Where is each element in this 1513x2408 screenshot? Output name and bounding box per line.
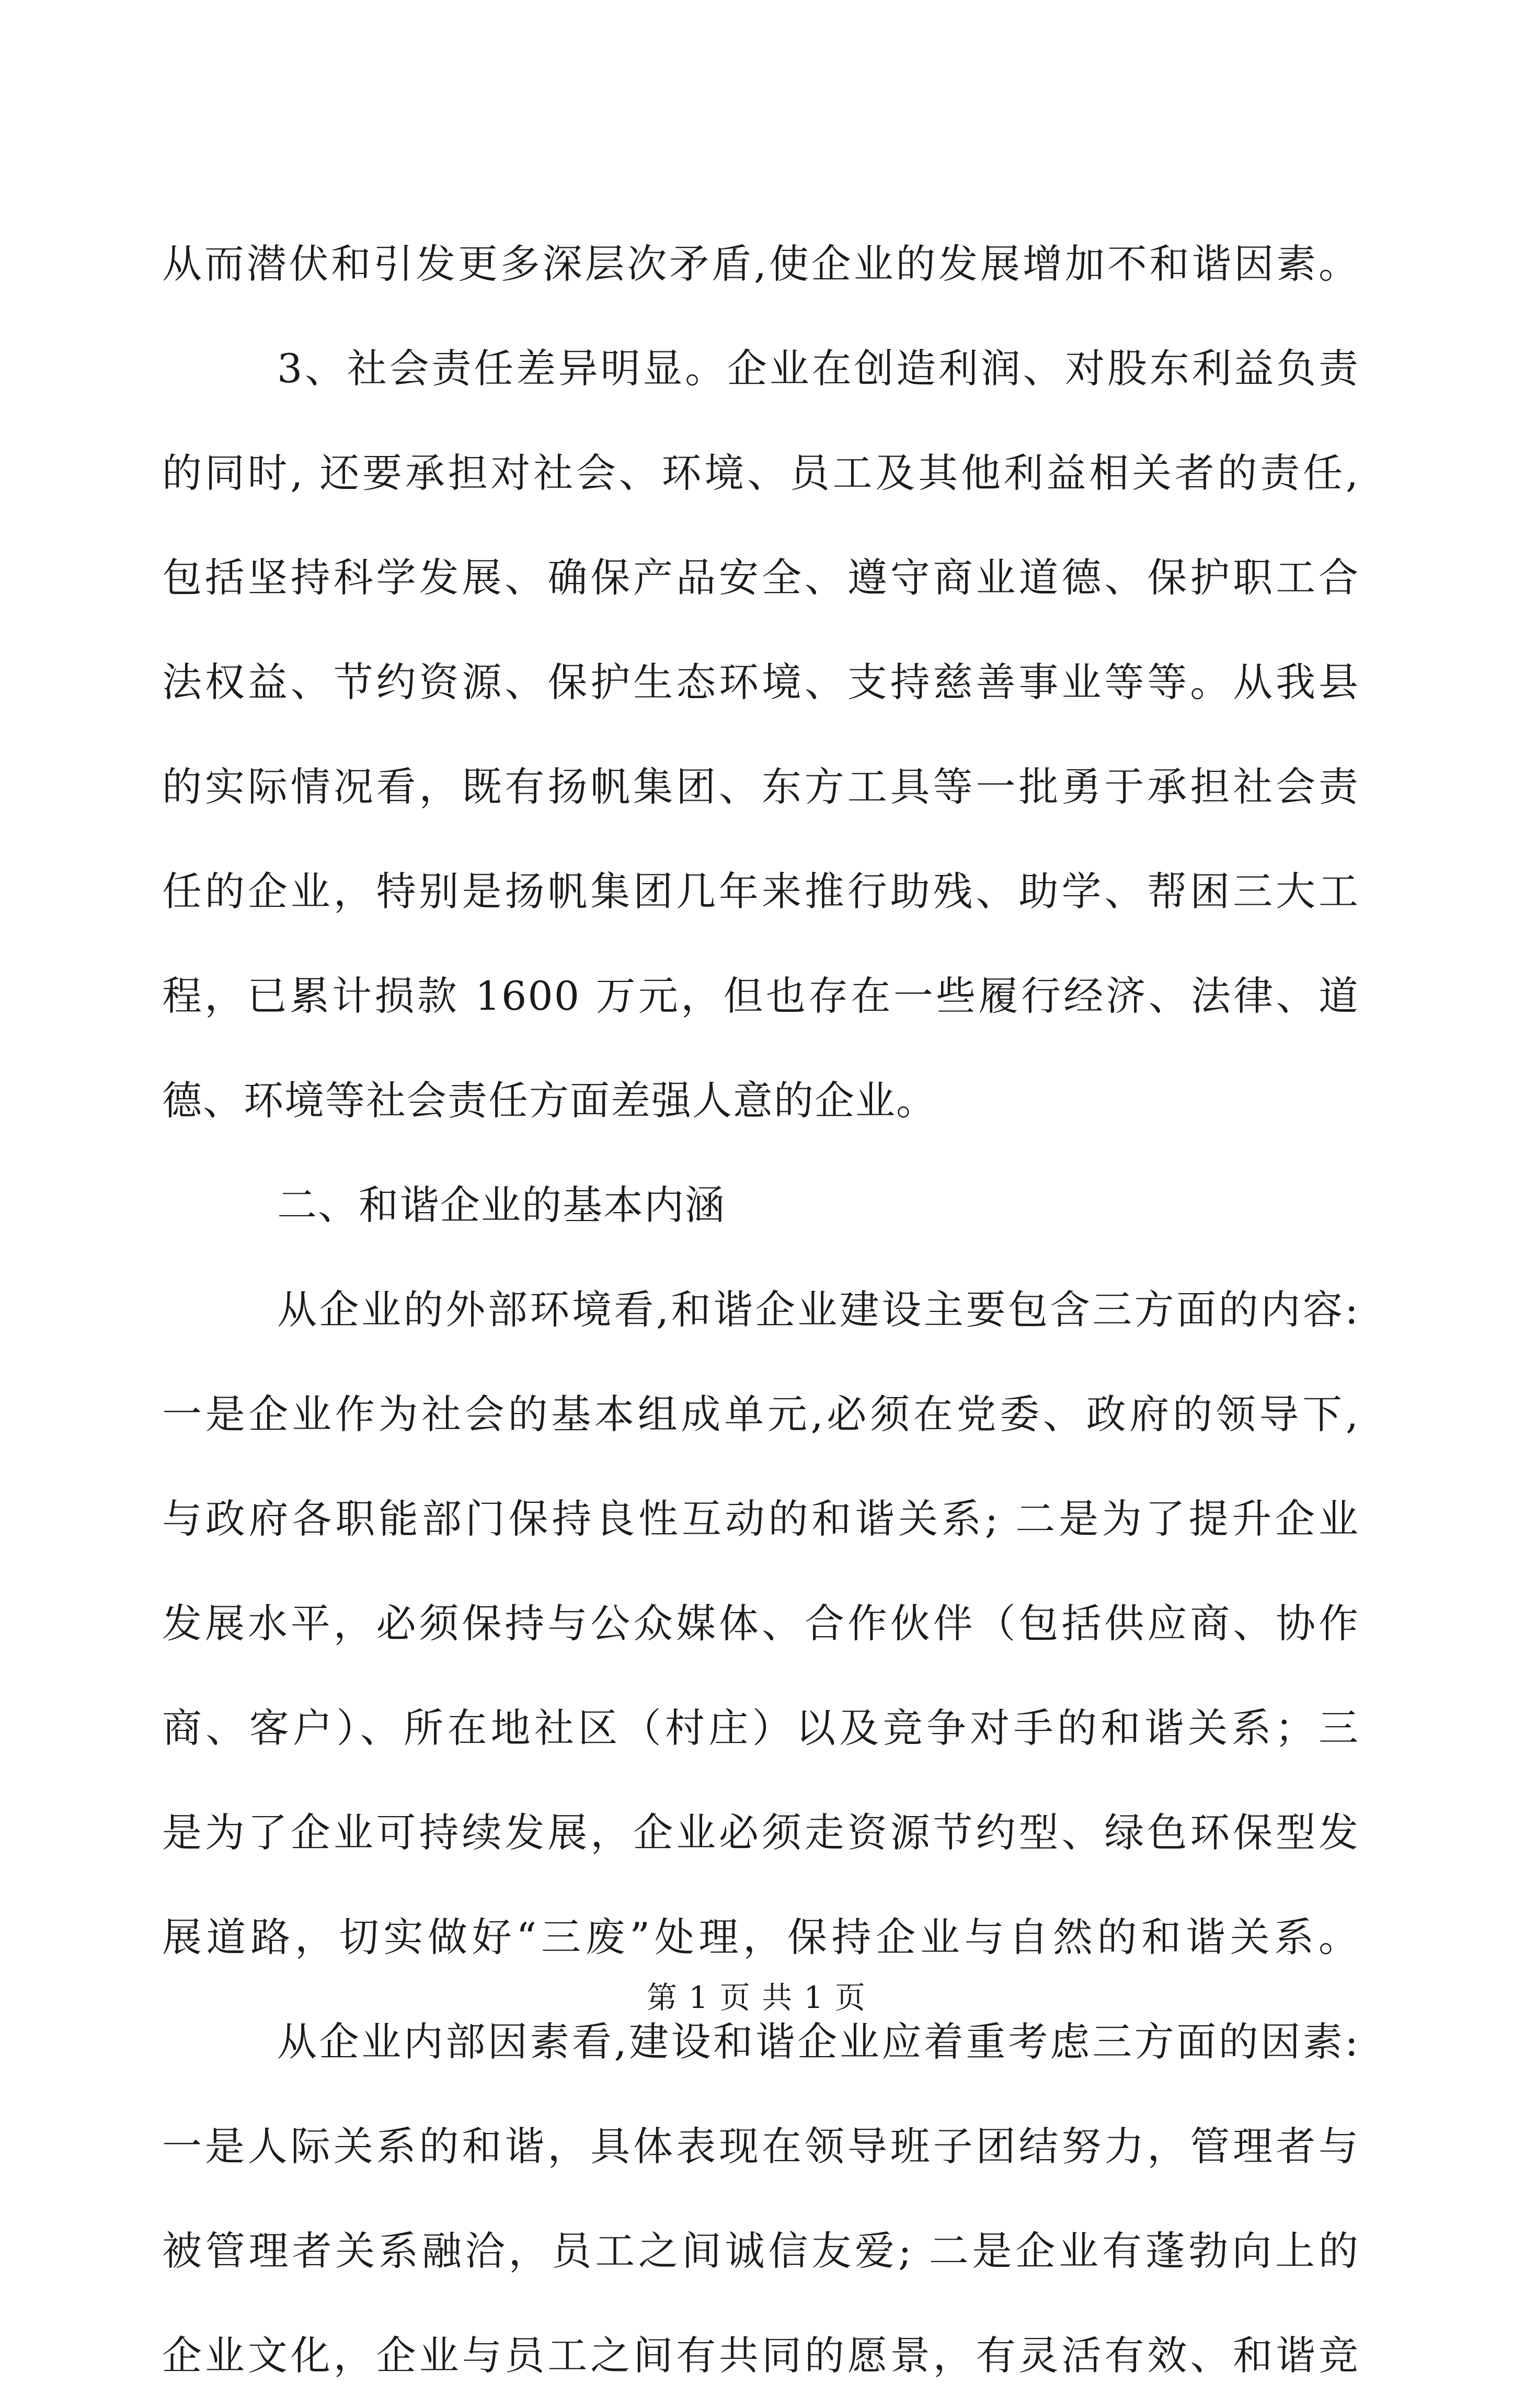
text-line: 一是人际关系的和谐，具体表现在领导班子团结努力，管理者与 [162,2123,1359,2170]
text-line: 企业文化，企业与员工之间有共同的愿景，有灵活有效、和谐竞 [162,2332,1359,2379]
document-body [162,212,1359,2408]
page-footer: 第 1 页 共 1 页 [647,1980,866,2015]
text-line: 3、社会责任差异明显。企业在创造利润、对股东利益负责 [277,345,1359,392]
text-line: 与政府各职能部门保持良性互动的和谐关系; 二是为了提升企业 [162,1496,1359,1542]
text-line: 被管理者关系融洽，员工之间诚信友爱; 二是企业有蓬勃向上的 [162,2228,1359,2274]
text-line: 法权益、节约资源、保护生态环境、支持慈善事业等等。从我县 [162,659,1359,705]
text-line: 从企业的外部环境看,和谐企业建设主要包含三方面的内容: [277,1286,1359,1333]
text-line: 的同时, 还要承担对社会、环境、员工及其他利益相关者的责任, [162,450,1359,496]
text-line: 发展水平，必须保持与公众媒体、合作伙伴（包括供应商、协作 [162,1600,1359,1647]
text-line: 从而潜伏和引发更多深层次矛盾,使企业的发展增加不和谐因素。 [162,241,1359,287]
text-line: 展道路，切实做好“三废”处理，保持企业与自然的和谐关系。 [162,1914,1359,1960]
text-line: 从企业内部因素看,建设和谐企业应着重考虑三方面的因素: [277,2018,1359,2065]
text-line: 的实际情况看，既有扬帆集团、东方工具等一批勇于承担社会责 [162,763,1359,810]
text-line: 是为了企业可持续发展，企业必须走资源节约型、绿色环保型发 [162,1809,1359,1856]
text-line: 任的企业，特别是扬帆集团几年来推行助残、助学、帮困三大工 [162,868,1359,915]
text-line: 包括坚持科学发展、确保产品安全、遵守商业道德、保护职工合 [162,554,1359,601]
section-heading: 二、和谐企业的基本内涵 [277,1182,726,1228]
text-line: 一是企业作为社会的基本组成单元,必须在党委、政府的领导下, [162,1391,1359,1437]
text-line: 德、环境等社会责任方面差强人意的企业。 [162,1077,937,1124]
text-line: 程，已累计损款 1600 万元，但也存在一些履行经济、法律、道 [162,973,1359,1019]
text-line: 商、客户）、所在地社区（村庄）以及竞争对手的和谐关系；三 [162,1705,1359,1751]
